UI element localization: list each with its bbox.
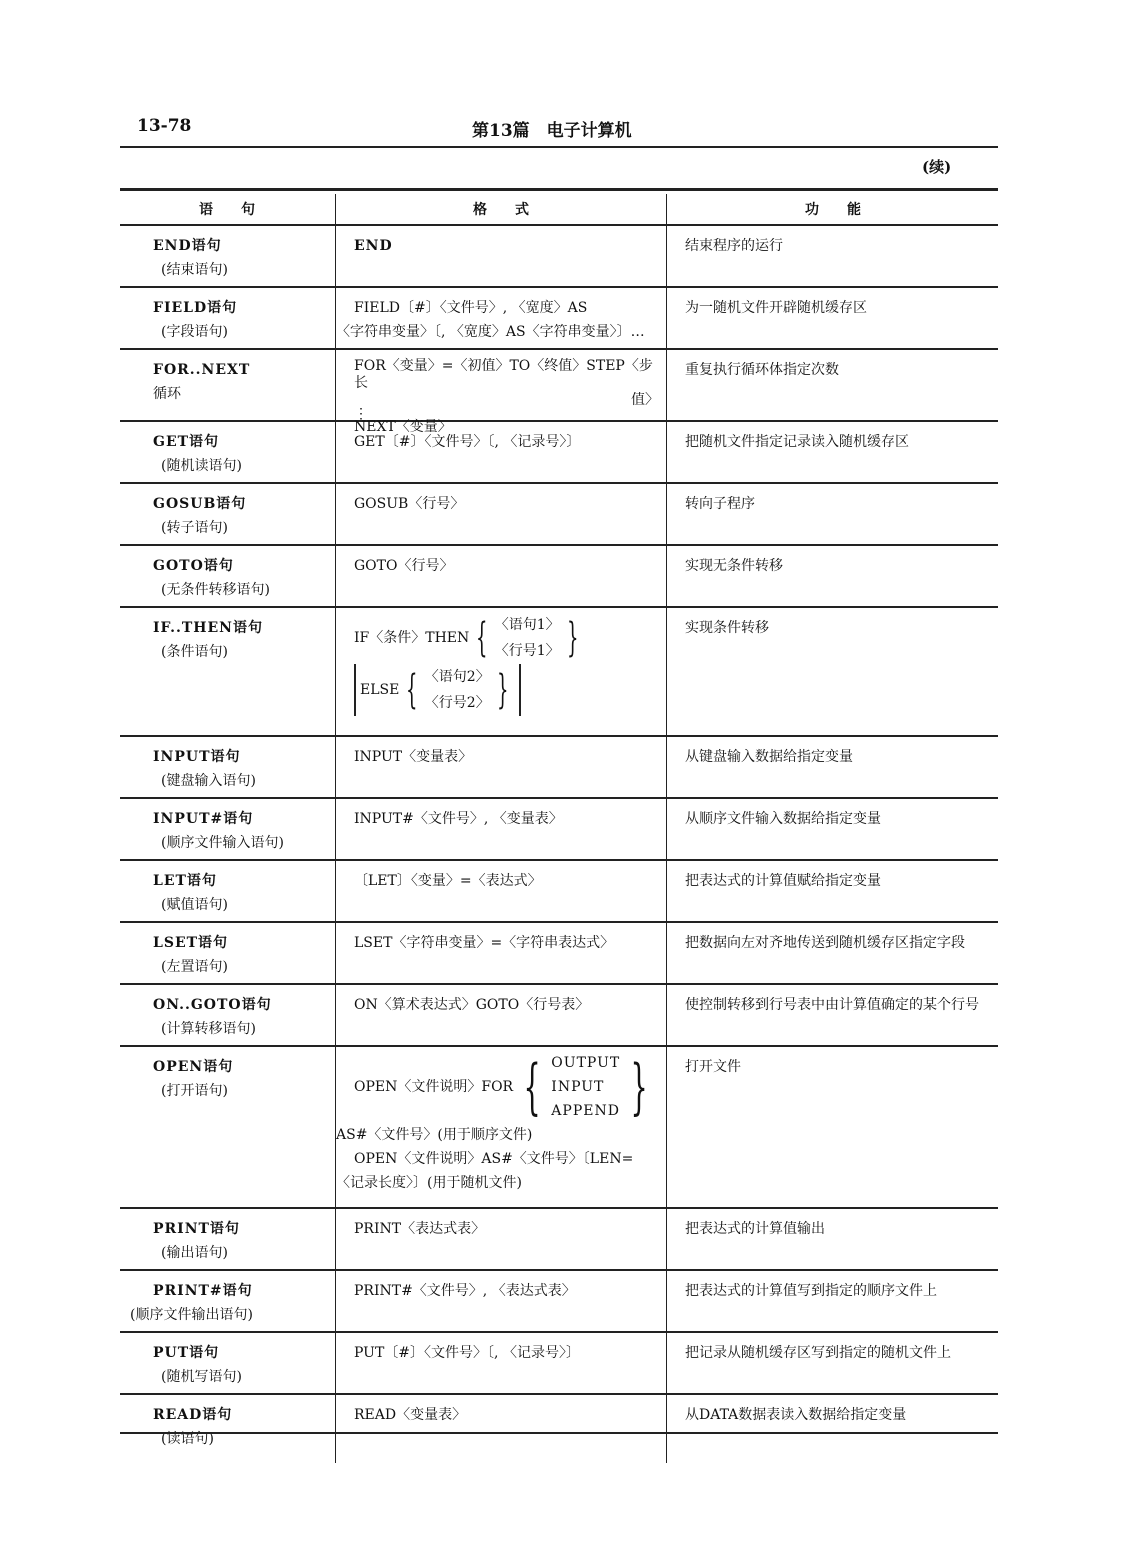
format-line: 〔LET〕〈变量〉=〈表达式〉	[354, 873, 542, 889]
format-option: 〈语句1〉	[494, 617, 560, 633]
format-option: 〈行号2〉	[424, 695, 490, 711]
statement-desc: (条件语句)	[161, 644, 228, 660]
statement-desc: (输出语句)	[161, 1245, 228, 1261]
format-option: 〈语句2〉	[424, 669, 490, 685]
table-row	[120, 799, 998, 861]
table-bottom-rule	[120, 1432, 998, 1434]
statement-desc: (顺序文件输入语句)	[161, 835, 284, 851]
function-cell: 实现条件转移	[666, 608, 998, 735]
statement-cell	[120, 608, 334, 735]
statement-cell	[120, 1333, 334, 1393]
format-line: FOR〈变量〉=〈初值〉TO〈终值〉STEP〈步长	[354, 358, 653, 391]
table-row	[120, 608, 998, 737]
function-cell: 打开文件	[666, 1047, 998, 1207]
format-cell	[335, 737, 665, 797]
format-cell	[335, 1395, 665, 1463]
statement-name: GOTO语句	[153, 558, 234, 574]
function-cell: 结束程序的运行	[666, 226, 998, 286]
function-cell: 为一随机文件开辟随机缓存区	[666, 288, 998, 348]
statement-cell	[120, 923, 334, 983]
column-header-format: 格 式	[335, 194, 666, 224]
table-row	[120, 985, 998, 1047]
page-title: 第13篇 电子计算机	[472, 121, 632, 141]
format-option: 〈行号1〉	[494, 643, 560, 659]
format-line: 值〉	[631, 392, 659, 408]
ellipsis-mark: ⋮	[354, 406, 368, 422]
format-line: END	[354, 238, 393, 254]
table-row	[120, 1333, 998, 1395]
statement-desc: (结束语句)	[161, 262, 228, 278]
statement-desc: (赋值语句)	[161, 897, 228, 913]
right-brace: }	[566, 615, 579, 661]
function-cell: 转向子程序	[666, 484, 998, 544]
format-line: AS#〈文件号〉(用于顺序文件)	[336, 1127, 533, 1143]
statement-name: LET语句	[153, 873, 217, 889]
statement-cell	[120, 1047, 334, 1207]
format-cell	[335, 1047, 665, 1207]
format-line: OPEN〈文件说明〉AS#〈文件号〉〔LEN=	[354, 1151, 634, 1167]
statement-desc: (随机写语句)	[161, 1369, 242, 1385]
function-cell: 把随机文件指定记录读入随机缓存区	[666, 422, 998, 482]
statement-desc: (键盘输入语句)	[161, 773, 256, 789]
format-line: GOTO〈行号〉	[354, 558, 454, 574]
statement-cell	[120, 546, 334, 606]
statement-name: PRINT#语句	[153, 1283, 253, 1299]
statement-name: GOSUB语句	[153, 496, 247, 512]
format-cell	[335, 350, 665, 435]
statement-name: LSET语句	[153, 935, 229, 951]
brace-options	[495, 612, 560, 664]
right-brace: }	[630, 1052, 648, 1122]
function-cell: 从DATA数据表读入数据给指定变量	[666, 1395, 998, 1463]
format-cell	[335, 226, 665, 286]
table-header	[120, 194, 998, 226]
format-cell	[335, 861, 665, 921]
function-cell: 把记录从随机缓存区写到指定的随机文件上	[666, 1333, 998, 1393]
function-cell: 把表达式的计算值写到指定的顺序文件上	[666, 1271, 998, 1331]
statement-desc: (无条件转移语句)	[161, 582, 270, 598]
else-block	[354, 664, 521, 716]
statement-name: ON..GOTO语句	[153, 997, 272, 1013]
right-brace: }	[496, 667, 509, 713]
table-row	[120, 737, 998, 799]
if-then-block	[354, 612, 665, 664]
format-cell	[335, 484, 665, 544]
statement-cell	[120, 861, 334, 921]
table-top-rule	[120, 188, 998, 191]
function-cell: 把表达式的计算值赋给指定变量	[666, 861, 998, 921]
statement-desc: (字段语句)	[161, 324, 228, 340]
function-cell: 把数据向左对齐地传送到随机缓存区指定字段	[666, 923, 998, 983]
table-row	[120, 1395, 998, 1463]
format-cell	[335, 546, 665, 606]
header-rule	[120, 146, 998, 148]
format-option: OUTPUT	[551, 1055, 621, 1071]
format-cell	[335, 288, 665, 348]
statement-cell	[120, 985, 334, 1045]
statement-name: READ语句	[153, 1407, 233, 1423]
statement-name: FOR..NEXT	[153, 362, 251, 378]
open-for-block	[354, 1051, 665, 1123]
statement-name: PRINT语句	[153, 1221, 240, 1237]
left-brace: {	[406, 667, 418, 713]
statement-cell	[120, 226, 334, 286]
statement-name: INPUT#语句	[153, 811, 254, 827]
table-row	[120, 350, 998, 435]
format-option: INPUT	[551, 1079, 605, 1095]
statement-cell	[120, 1271, 334, 1331]
format-line: PRINT#〈文件号〉, 〈表达式表〉	[354, 1283, 576, 1299]
statement-desc: 循环	[153, 386, 181, 402]
table-row	[120, 288, 998, 350]
statement-desc: (转子语句)	[161, 520, 228, 536]
statement-desc: (顺序文件输出语句)	[130, 1307, 253, 1323]
statement-name: END语句	[153, 238, 222, 254]
brace-options	[551, 1051, 620, 1123]
format-line: LSET〈字符串变量〉=〈字符串表达式〉	[354, 935, 615, 951]
statement-cell	[120, 1209, 334, 1269]
left-brace: {	[476, 615, 488, 661]
statement-desc: (打开语句)	[161, 1083, 228, 1099]
statement-desc: (左置语句)	[161, 959, 228, 975]
statement-cell	[120, 737, 334, 797]
table-row	[120, 1047, 998, 1209]
table-row	[120, 1209, 998, 1271]
statement-cell	[120, 288, 334, 348]
statement-desc: (随机读语句)	[161, 458, 242, 474]
statement-desc: (计算转移语句)	[161, 1021, 256, 1037]
statement-name: GET语句	[153, 434, 220, 450]
format-cell	[335, 422, 665, 482]
format-cell	[335, 1209, 665, 1269]
statement-name: IF..THEN语句	[153, 620, 263, 636]
format-line: OPEN〈文件说明〉FOR	[354, 1079, 514, 1095]
page-number: 13-78	[137, 116, 192, 136]
table-row	[120, 1271, 998, 1333]
brace-options	[425, 664, 490, 716]
function-cell: 从顺序文件输入数据给指定变量	[666, 799, 998, 859]
table-row	[120, 923, 998, 985]
format-cell	[335, 985, 665, 1045]
continued-label: (续)	[922, 158, 952, 176]
function-cell: 从键盘输入数据给指定变量	[666, 737, 998, 797]
function-cell: 把表达式的计算值输出	[666, 1209, 998, 1269]
statement-table	[120, 194, 998, 1463]
table-row	[120, 226, 998, 288]
table-row	[120, 484, 998, 546]
format-cell	[335, 1271, 665, 1331]
format-line: INPUT#〈文件号〉, 〈变量表〉	[354, 811, 563, 827]
statement-cell	[120, 1395, 334, 1463]
function-cell: 实现无条件转移	[666, 546, 998, 606]
format-line: GOSUB〈行号〉	[354, 496, 465, 512]
format-line: NEXT〈变量〉	[354, 419, 452, 435]
format-cell	[335, 923, 665, 983]
format-line: GET〔#〕〈文件号〉〔, 〈记录号〉〕	[354, 434, 581, 450]
table-row	[120, 546, 998, 608]
format-cell	[335, 608, 665, 735]
format-cell	[335, 1333, 665, 1393]
format-line: FIELD〔#〕〈文件号〉, 〈宽度〉AS	[354, 300, 588, 316]
table-row	[120, 422, 998, 484]
function-cell: 重复执行循环体指定次数	[666, 350, 998, 420]
statement-name: FIELD语句	[153, 300, 238, 316]
statement-name: INPUT语句	[153, 749, 241, 765]
format-line: IF〈条件〉THEN	[354, 630, 470, 646]
format-cell	[335, 799, 665, 859]
column-header-statement: 语 句	[199, 202, 255, 218]
format-line: PRINT〈表达式表〉	[354, 1221, 486, 1237]
format-line: INPUT〈变量表〉	[354, 749, 473, 765]
statement-cell	[120, 799, 334, 859]
format-line: PUT〔#〕〈文件号〉〔, 〈记录号〉〕	[354, 1345, 580, 1361]
column-header-function: 功 能	[666, 194, 999, 224]
statement-cell	[120, 484, 334, 544]
statement-cell	[120, 350, 334, 420]
statement-name: OPEN语句	[153, 1059, 234, 1075]
left-brace: {	[523, 1052, 541, 1122]
function-cell: 使控制转移到行号表中由计算值确定的某个行号	[666, 985, 998, 1045]
format-line: 〈记录长度〉〕(用于随机文件)	[336, 1175, 522, 1191]
format-option: APPEND	[551, 1103, 620, 1119]
format-line: READ〈变量表〉	[354, 1407, 467, 1423]
format-line: 〈字符串变量〉〔, 〈宽度〉AS〈字符串变量〉〕…	[336, 324, 645, 340]
statement-cell	[120, 422, 334, 482]
statement-name: PUT语句	[153, 1345, 220, 1361]
format-line: ELSE	[360, 682, 400, 698]
statement-desc: (读语句)	[161, 1431, 214, 1447]
table-row	[120, 861, 998, 923]
format-line: ON〈算术表达式〉GOTO〈行号表〉	[354, 997, 590, 1013]
